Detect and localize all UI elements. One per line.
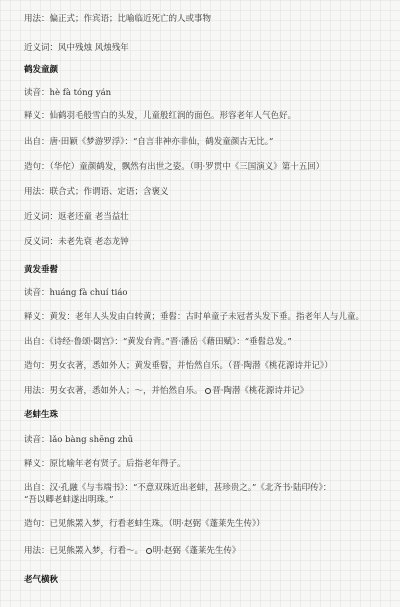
usage-line: 用法：偏正式；作宾语；比喻临近死亡的人或事物 xyxy=(24,14,212,24)
source-line-continued: “吾以卿老蚌遂出明珠。” xyxy=(24,495,114,505)
pronunciation-line: 读音：lǎo bàng shēng zhū xyxy=(24,435,134,445)
usage-source: 明·赵弼《蓬莱先生传》 xyxy=(152,546,241,556)
idiom-title: 鹤发童颜 xyxy=(24,65,59,75)
antonym-line: 反义词：未老先衰 老态龙钟 xyxy=(24,237,129,247)
definition-line: 释义：原比喻年老有贤子。后指老年得子。 xyxy=(24,459,186,469)
example-line: 造句：已见熊罴入梦，行看老蚌生珠。（明·赵弼《蓬莱先生传》） xyxy=(24,519,265,529)
example-line: 造句：男女衣著，悉如外人；黄发垂髫，并怡然自乐。（晋·陶潜《桃花源诗并记》） xyxy=(24,361,333,371)
source-line: 出自：《诗经·鲁颂·閟宫》：“黄发台背。”晋·潘岳《藉田赋》：“垂髫总发。” xyxy=(24,337,292,347)
usage-line: 用法：联合式；作谓语、定语；含褒义 xyxy=(24,187,169,197)
usage-line xyxy=(24,545,390,557)
usage-line xyxy=(24,385,390,397)
idiom-title: 老蚌生珠 xyxy=(24,410,59,420)
synonym-line: 近义词：风中残烛 风烛残年 xyxy=(24,43,129,53)
idiom-title: 黄发垂髫 xyxy=(24,265,59,275)
definition-line: 释义：仙鹤羽毛般雪白的头发，儿童般红润的面色。形容老年人气色好。 xyxy=(24,111,297,121)
source-line: 出自：汉·孔融《与韦端书》：“不意双珠近出老蚌，甚珍贵之。”《北齐书·陆印传》： xyxy=(24,483,332,493)
synonym-line: 近义词：返老还童 老当益壮 xyxy=(24,212,129,222)
definition-line: 释义：黄发：老年人头发由白转黄；垂髫：古时单童子未冠者头发下垂。指老年人与儿童。 xyxy=(24,312,365,322)
usage-source: 晋·陶潜《桃花源诗并记》 xyxy=(212,386,309,396)
idiom-title: 老气横秋 xyxy=(24,575,59,585)
usage-text: 用法：已见熊罴入梦，行看～。 xyxy=(24,546,144,556)
source-line: 出自：唐·田颖《梦游罗浮》：“自言非神亦非仙，鹤发童颜古无比。” xyxy=(24,137,274,147)
example-line: 造句：（华佗）童颜鹤发，飘然有出世之姿。（明·罗贯中《三国演义》第十五回） xyxy=(24,162,325,172)
circle-icon xyxy=(146,548,152,554)
circle-icon xyxy=(205,388,211,394)
pronunciation-line: 读音：hè fà tóng yán xyxy=(24,88,112,98)
pronunciation-line: 读音：huáng fà chuí tiáo xyxy=(24,288,128,298)
usage-text: 用法：男女衣著，悉如外人；～，并怡然自乐。 xyxy=(24,386,203,396)
